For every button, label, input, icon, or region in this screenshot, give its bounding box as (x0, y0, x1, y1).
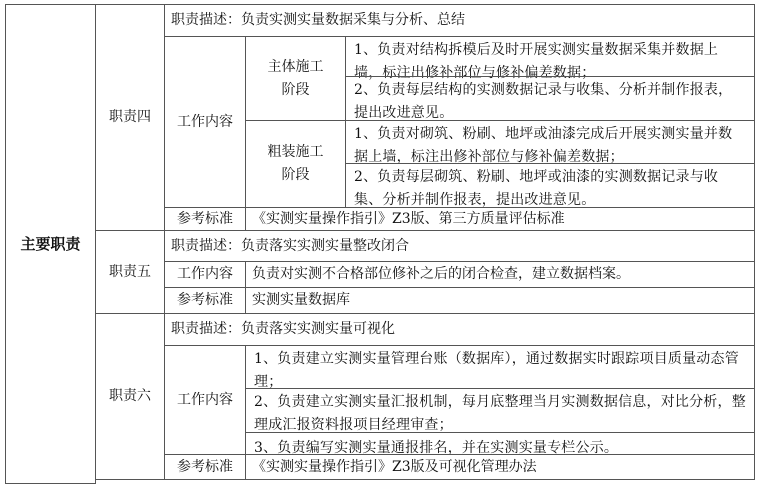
duty4-phase2-item1: 1、负责对砌筑、粉刷、地坪或油漆完成后开展实测实量并数据上墙，标注出修补部位与修补偏差数据； (354, 126, 733, 165)
duty4-description: 职责描述：负责实测实量数据采集与分析、总结 (164, 4, 755, 37)
duty4-ref-label: 参考标准 (164, 207, 246, 231)
duty4-phase1-label-line2: 阶段 (281, 81, 310, 98)
duty5-description: 职责描述：负责落实实测实量整改闭合 (164, 230, 755, 262)
duty4-phase1-label-line1: 主体施工 (267, 58, 324, 75)
duty6-divider-2 (245, 432, 755, 433)
duty6-item3: 3、负责编写实测实量通报排名，并在实测实量专栏公示。 (254, 440, 619, 456)
duty4-phase2-label (245, 120, 346, 208)
duty6-item1: 1、负责建立实测实量管理台账（数据库），通过数据实时跟踪项目质量动态管理； (254, 351, 739, 390)
main-duties-label: 主要职责 (5, 4, 96, 484)
duty4-phase1-item1: 1、负责对结构拆模后及时开展实测实量数据采集并数据上墙，标注出修补部位与修补偏差数据； (354, 42, 719, 81)
duty4-phase2-label-line2: 阶段 (281, 167, 310, 183)
duty4-phase2-item2: 2、负责每层砌筑、粉刷、地坪或油漆的实测数据记录与收集、分析并制作报表，提出改进意见。 (354, 169, 719, 208)
duty4-label: 职责四 (95, 4, 165, 231)
duty6-divider-1 (245, 388, 755, 389)
duty6-work-label: 工作内容 (164, 345, 246, 455)
duty6-item2: 2、负责建立实测实量汇报机制，每月底整理当月实测数据信息，对比分析，整理成汇报资料报项目经理审查； (254, 394, 746, 433)
duty4-phase2-label-line1: 粗装施工 (267, 144, 324, 160)
duty6-label: 职责六 (95, 313, 165, 480)
duty4-phase1-item2: 2、负责每层结构的实测数据记录与收集、分析并制作报表，提出改进意见。 (354, 82, 733, 121)
duty4-ref: 《实测实量操作指引》Z3版、第三方质量评估标准 (245, 207, 755, 231)
duty4-phase2-items (345, 120, 755, 208)
duty4-work-label: 工作内容 (164, 36, 246, 208)
duty4-phase1-items (345, 36, 755, 121)
duty6-ref-label: 参考标准 (164, 454, 246, 480)
duty6-description: 职责描述：负责落实实测实量可视化 (164, 313, 755, 346)
duty4-phase2-divider (345, 163, 755, 164)
duty5-label: 职责五 (95, 230, 165, 314)
duty5-ref-label: 参考标准 (164, 287, 246, 314)
duty5-work: 负责对实测不合格部位修补之后的闭合检查，建立数据档案。 (245, 261, 755, 288)
duty4-phase1-label (245, 36, 346, 121)
duty6-work-items (245, 345, 755, 455)
duty4-phase1-divider (345, 76, 755, 77)
duty5-ref: 实测实量数据库 (245, 287, 755, 314)
duty5-work-label: 工作内容 (164, 261, 246, 288)
duty6-ref: 《实测实量操作指引》Z3版及可视化管理办法 (245, 454, 755, 480)
